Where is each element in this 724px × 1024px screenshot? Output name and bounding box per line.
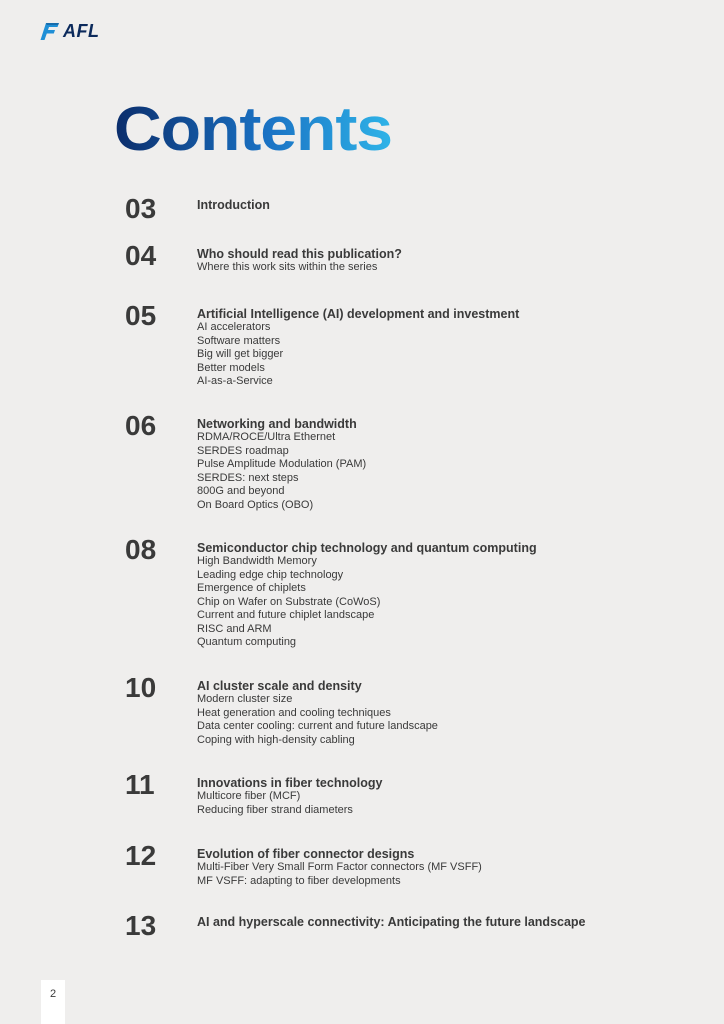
toc-heading[interactable]: Innovations in fiber technology <box>197 776 383 790</box>
toc-subitem[interactable]: Where this work sits within the series <box>197 261 378 273</box>
toc-subitem[interactable]: Better models <box>197 361 265 374</box>
toc-page-number: 04 <box>125 240 157 271</box>
toc-entry-body <box>197 198 697 212</box>
toc-subitem[interactable]: RDMA/ROCE/Ultra Ethernet <box>197 431 336 443</box>
toc-heading[interactable]: Semiconductor chip technology and quantum computing <box>197 541 537 555</box>
toc-subitem[interactable]: Coping with high-density cabling <box>197 733 355 746</box>
toc-page-number: 06 <box>125 410 157 441</box>
toc-heading[interactable]: Networking and bandwidth <box>197 417 357 431</box>
page-title-text: Contents <box>114 95 392 164</box>
toc-subitem[interactable]: SERDES: next steps <box>197 471 299 484</box>
toc-page-number: 12 <box>125 840 157 871</box>
toc-subitem[interactable]: Data center cooling: current and future landscape <box>197 720 438 732</box>
toc-heading[interactable]: AI cluster scale and density <box>197 679 362 693</box>
toc-entry-body <box>197 776 697 817</box>
toc-page-number: 13 <box>125 910 157 941</box>
toc-subitem[interactable]: On Board Optics (OBO) <box>197 498 314 511</box>
toc-page-number: 08 <box>125 534 157 565</box>
toc-page-number: 10 <box>125 672 157 703</box>
toc-subitem[interactable]: Modern cluster size <box>197 693 293 705</box>
toc-subitem[interactable]: Quantum computing <box>197 636 297 648</box>
toc-subitem[interactable]: Leading edge chip technology <box>197 568 344 581</box>
toc-subitem[interactable]: Chip on Wafer on Substrate (CoWoS) <box>197 595 381 608</box>
page-number: 2 <box>49 988 57 1000</box>
toc-page-number: 05 <box>125 300 157 331</box>
toc-entry-body <box>197 247 697 275</box>
toc-page-number: 03 <box>125 193 157 224</box>
toc-entry-body <box>197 915 697 929</box>
toc-subitem[interactable]: MF VSFF: adapting to fiber developments <box>197 874 401 887</box>
toc-heading[interactable]: Who should read this publication? <box>197 247 402 261</box>
toc-entry-body <box>197 541 697 650</box>
toc-heading[interactable]: Introduction <box>197 198 270 212</box>
toc-entry-body <box>197 417 697 512</box>
toc-subitem[interactable]: Software matters <box>197 334 281 347</box>
toc-subitem[interactable]: Emergence of chiplets <box>197 582 306 594</box>
afl-logo-text: AFL <box>63 21 100 41</box>
toc-subitem[interactable]: AI-as-a-Service <box>197 375 273 387</box>
toc-subitem[interactable]: AI accelerators <box>197 321 271 333</box>
toc-subitem[interactable]: Multicore fiber (MCF) <box>197 790 301 802</box>
toc-subitem[interactable]: RISC and ARM <box>197 622 272 635</box>
toc-heading[interactable]: AI and hyperscale connectivity: Anticipating the future landscape <box>197 915 586 929</box>
toc-page-number: 11 <box>125 769 155 800</box>
toc-subitem[interactable]: Pulse Amplitude Modulation (PAM) <box>197 458 367 470</box>
toc-heading[interactable]: Evolution of fiber connector designs <box>197 847 415 861</box>
toc-subitem[interactable]: 800G and beyond <box>197 485 285 497</box>
toc-subitem[interactable]: Heat generation and cooling techniques <box>197 706 391 719</box>
toc-subitem[interactable]: Reducing fiber strand diameters <box>197 803 353 816</box>
page-number-tab <box>41 980 65 1024</box>
toc-entry-body <box>197 847 697 888</box>
toc-subitem[interactable]: High Bandwidth Memory <box>197 555 317 567</box>
toc-subitem[interactable]: Big will get bigger <box>197 348 284 360</box>
toc-subitem[interactable]: Current and future chiplet landscape <box>197 609 375 621</box>
toc-subitem[interactable]: Multi-Fiber Very Small Form Factor connectors (MF VSFF) <box>197 861 482 873</box>
toc-heading[interactable]: Artificial Intelligence (AI) development and investment <box>197 307 520 321</box>
toc-subitem[interactable]: SERDES roadmap <box>197 444 289 457</box>
toc-entry-body <box>197 307 697 389</box>
toc-entry-body <box>197 679 697 747</box>
